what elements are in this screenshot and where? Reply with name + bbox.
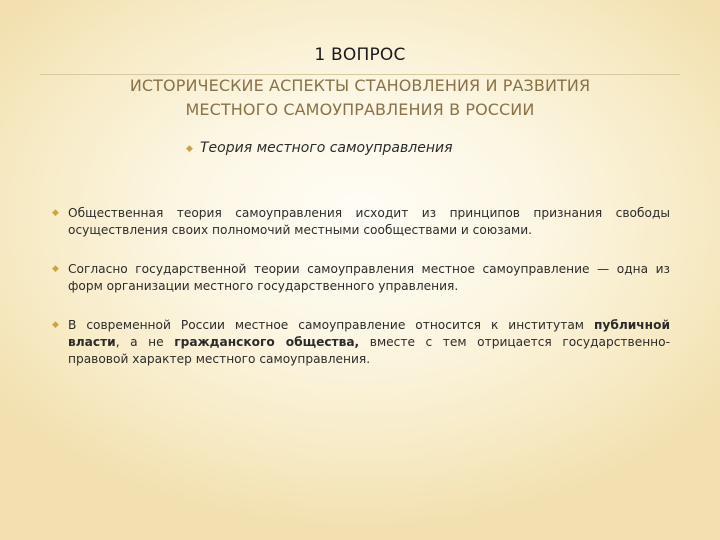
page-subtitle-line-2: МЕСТНОГО САМОУПРАВЛЕНИЯ В РОССИИ — [185, 100, 535, 119]
bullet-icon: ◆ — [52, 320, 59, 330]
bullet-3-bold-2: гражданского общества, — [174, 335, 360, 349]
bullet-icon: ◆ — [52, 264, 59, 274]
bullet-text-2: Согласно государственной теории самоуправления местное самоуправление — одна из форм организации местного государственного управления. — [68, 262, 670, 293]
bullet-3-part-3: вместе с тем отрицается государственно-правовой характер местного самоуправления. — [68, 335, 671, 366]
bullet-3-part-1: В современной России местное самоуправление относится к институтам — [68, 318, 594, 332]
bullet-icon: ◆ — [186, 144, 193, 154]
subheading: Теория местного самоуправления — [200, 140, 453, 156]
title-divider — [40, 74, 680, 75]
bullet-icon: ◆ — [52, 208, 59, 218]
title-block — [40, 44, 680, 122]
page-subtitle-line-1: ИСТОРИЧЕСКИЕ АСПЕКТЫ СТАНОВЛЕНИЯ И РАЗВИТИЯ — [129, 76, 591, 95]
page-title: 1 ВОПРОС — [314, 45, 406, 65]
bullet-3-part-2: , а не — [115, 335, 175, 349]
bullet-text-3 — [68, 317, 670, 368]
bullet-text-1: Общественная теория самоуправления исходит из принципов признания свободы осуществления своих полномочий местными сообществами и союзами. — [68, 206, 670, 237]
bullet-3-bold-1: публичной власти — [68, 318, 670, 349]
